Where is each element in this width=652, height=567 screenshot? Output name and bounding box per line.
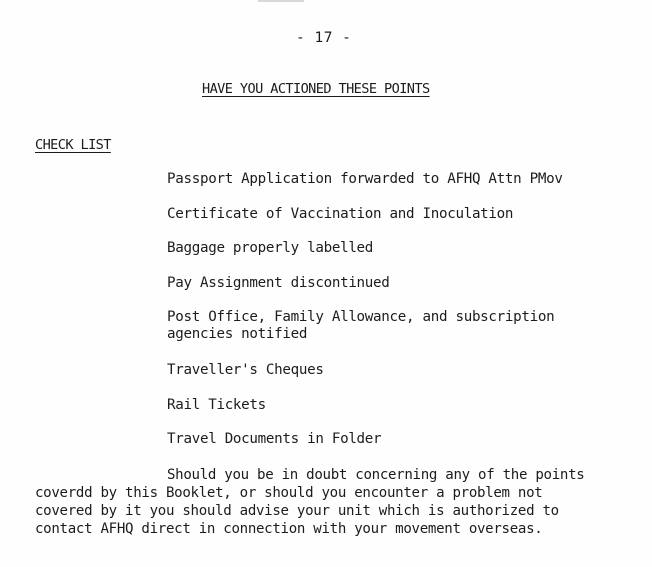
page-number: - 17 - [296,30,352,46]
checklist-item-travel-documents: Travel Documents in Folder [167,431,382,447]
paragraph-line-4: contact AFHQ direct in connection with your movement overseas. [35,521,543,537]
page-heading: HAVE YOU ACTIONED THESE POINTS [202,81,430,97]
checklist-item-baggage: Baggage properly labelled [167,240,374,256]
paragraph-line-1: Should you be in doubt concerning any of the points [167,467,585,483]
checklist-item-rail-tickets: Rail Tickets [167,397,266,413]
paragraph-line-2: coverdd by this Booklet, or should you encounter a problem not [35,485,543,501]
checklist-title: CHECK LIST [35,137,111,153]
closing-paragraph [35,466,584,538]
paragraph-line-3: covered by it you should advise your unit which is authorized to [35,503,559,519]
checklist-item-pay-assignment: Pay Assignment discontinued [167,275,390,291]
checklist-item-travellers-cheques: Traveller's Cheques [167,362,324,378]
checklist-item-vaccination: Certificate of Vaccination and Inoculation [167,206,514,222]
checklist-item-post-office-continued: agencies notified [167,326,308,342]
checklist-item-post-office: Post Office, Family Allowance, and subscription [167,309,555,325]
checklist-item-passport: Passport Application forwarded to AFHQ Attn PMov [167,171,563,187]
scan-edge-mark [258,0,304,2]
